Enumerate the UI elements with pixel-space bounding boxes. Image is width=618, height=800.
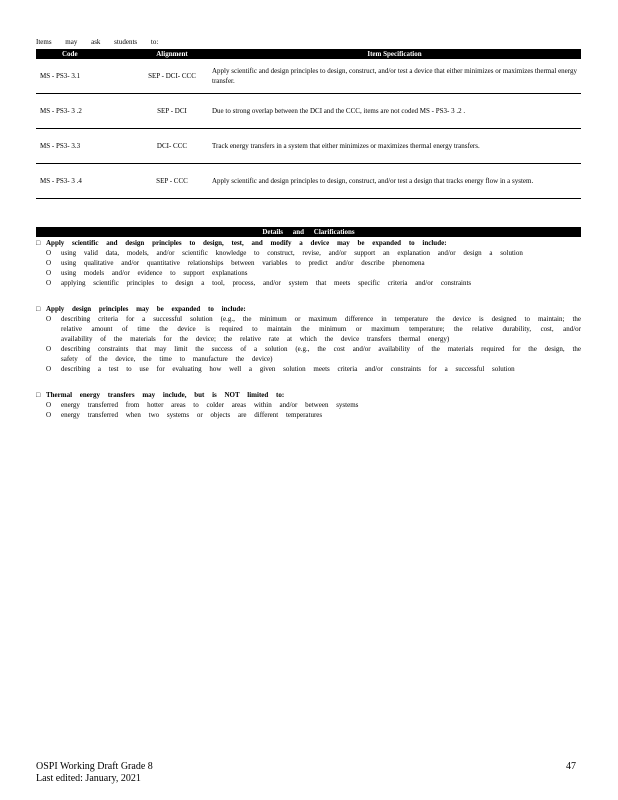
footer-title: OSPI Working Draft Grade 8 [36, 761, 153, 772]
list-item: O describing criteria for a successful solution (e.g., the minimum or maximum difference in temperature the device is designed to maintain; the relative amount of time the device is required to maintain the minimum or maximum temperature; the relative durability, cost, and/or availability of the materials for the device; the relative rate at which the device transfers thermal energy) [46, 315, 581, 343]
details-block [36, 304, 581, 374]
list-item: O energy transferred from hotter areas to colder areas within and/or between systems [46, 401, 359, 409]
list-item: O describing a test to use for evaluating how well a given solution meets criteria and/or constraints for a successful solution [46, 365, 515, 373]
footer [36, 761, 153, 785]
list-item: O applying scientific principles to design a tool, process, and/or system that meets specific criteria and/or constraints [46, 279, 472, 287]
row-alignment: SEP - DCI- CCC [136, 59, 208, 94]
table-row [36, 59, 581, 94]
row-code: MS - PS3- 3.3 [36, 129, 136, 164]
list-item: O energy transferred when two systems or objects are different temperatures [46, 411, 323, 419]
row-code: MS - PS3- 3 .4 [36, 164, 136, 199]
details-block [36, 390, 581, 420]
item-spec-table [36, 49, 581, 199]
row-spec: Track energy transfers in a system that either minimizes or maximizes thermal energy transfers. [208, 129, 581, 164]
square-bullet-icon: □ [36, 305, 41, 313]
square-bullet-icon: □ [36, 239, 41, 247]
row-code: MS - PS3- 3.1 [36, 59, 136, 94]
circle-bullet-icon: O [46, 401, 52, 409]
intro-text: Items may ask students to: [36, 38, 159, 46]
header-alignment: Alignment [136, 49, 208, 59]
table-header-row [36, 49, 581, 59]
circle-bullet-icon: O [46, 411, 52, 419]
row-spec: Apply scientific and design principles to design, construct, and/or test a design that tracks energy flow in a system. [208, 164, 581, 199]
list-item: O using qualitative and/or quantitative relationships between variables to predict and/or describe phenomena [46, 259, 425, 267]
circle-bullet-icon: O [46, 249, 52, 257]
row-code: MS - PS3- 3 .2 [36, 94, 136, 129]
page-number: 47 [566, 761, 576, 772]
row-alignment: DCI- CCC [136, 129, 208, 164]
square-bullet-icon: □ [36, 391, 41, 399]
header-code: Code [36, 49, 136, 59]
circle-bullet-icon: O [46, 315, 52, 323]
details-header: Details and Clarifications [36, 227, 581, 237]
table-row [36, 94, 581, 129]
details-lead: Apply design principles may be expanded to include: [46, 305, 246, 313]
details-lead: Thermal energy transfers may include, but is NOT limited to: [46, 391, 285, 399]
circle-bullet-icon: O [46, 365, 52, 373]
header-spec: Item Specification [208, 49, 581, 59]
row-spec: Apply scientific and design principles to design, construct, and/or test a device that either minimizes or maximizes thermal energy transfer. [208, 59, 581, 94]
table-row [36, 164, 581, 199]
list-item: O using models and/or evidence to support explanations [46, 269, 248, 277]
row-spec: Due to strong overlap between the DCI and the CCC, items are not coded MS - PS3- 3 .2 . [208, 94, 581, 129]
details-lead: Apply scientific and design principles to design, test, and modify a device may be expanded to include: [46, 239, 447, 247]
circle-bullet-icon: O [46, 279, 52, 287]
details-section [36, 238, 581, 436]
circle-bullet-icon: O [46, 345, 52, 353]
circle-bullet-icon: O [46, 269, 52, 277]
table-row [36, 129, 581, 164]
footer-edited: Last edited: January, 2021 [36, 773, 141, 784]
circle-bullet-icon: O [46, 259, 52, 267]
row-alignment: SEP - DCI [136, 94, 208, 129]
list-item: O using valid data, models, and/or scientific knowledge to construct, revise, and/or support an explanation and/or design a solution [46, 249, 523, 257]
list-item: O describing constraints that may limit the success of a solution (e.g., the cost and/or availability of the materials required for the design, the safety of the device, the time to manufacture the device) [46, 345, 581, 363]
details-block [36, 238, 581, 288]
row-alignment: SEP - CCC [136, 164, 208, 199]
